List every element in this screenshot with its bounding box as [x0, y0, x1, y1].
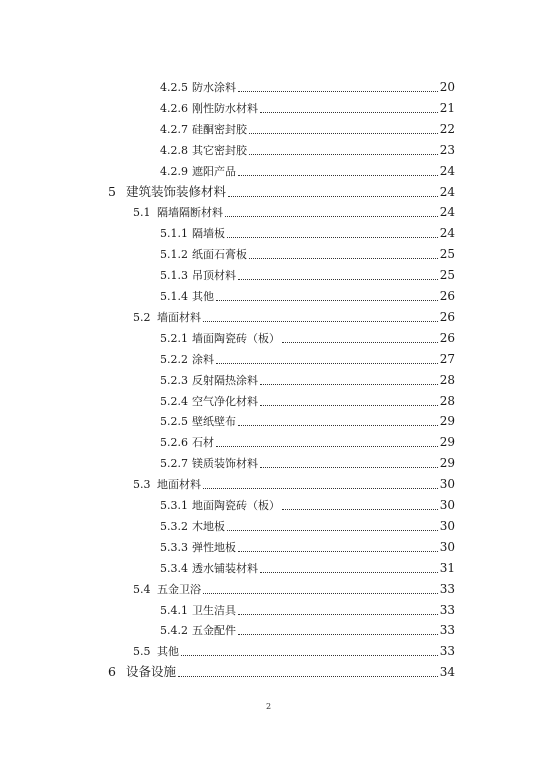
toc-entry-title: 其他	[157, 645, 179, 659]
toc-entry-number: 4.2.7	[160, 122, 188, 136]
toc-entry-page: 25	[439, 268, 455, 283]
dot-leader	[203, 593, 438, 594]
toc-entry[interactable]	[160, 372, 455, 388]
toc-entry-title: 其它密封胶	[192, 143, 247, 157]
toc-entry[interactable]	[160, 351, 455, 367]
toc-entry[interactable]	[160, 413, 455, 429]
toc-entry[interactable]	[160, 142, 455, 158]
toc-entry-title: 石材	[192, 436, 214, 450]
toc-entry-number: 5.2.7	[160, 457, 188, 471]
toc-entry-title: 五金配件	[192, 624, 236, 638]
toc-entry-number: 5.5	[133, 645, 151, 659]
toc-entry-title: 弹性地板	[192, 540, 236, 554]
toc-entry[interactable]	[160, 163, 455, 179]
toc-entry-title: 设备设施	[126, 664, 177, 680]
toc-entry-title: 透水铺装材料	[192, 561, 258, 575]
toc-entry[interactable]	[160, 79, 455, 95]
toc-entry-number: 5.2.3	[160, 373, 188, 387]
toc-entry-title: 五金卫浴	[157, 582, 201, 596]
toc-entry[interactable]	[160, 539, 455, 555]
toc-entry-title: 隔墙隔断材料	[157, 206, 223, 220]
toc-entry-title: 墙面陶瓷砖（板）	[192, 331, 280, 345]
dot-leader	[227, 237, 438, 238]
toc-entry-page: 29	[439, 414, 455, 429]
toc-entry-title: 反射隔热涂料	[192, 373, 258, 387]
toc-entry-number: 5.2.2	[160, 352, 188, 366]
toc-entry-number: 5.4	[133, 582, 151, 596]
toc-entry[interactable]	[160, 434, 455, 450]
toc-entry[interactable]	[160, 288, 455, 304]
toc-entry[interactable]	[160, 267, 455, 283]
dot-leader	[238, 551, 438, 552]
toc-entry[interactable]	[160, 602, 455, 618]
toc-entry[interactable]	[108, 184, 455, 200]
toc-entry[interactable]	[108, 664, 455, 680]
toc-entry[interactable]	[160, 518, 455, 534]
toc-entry-page: 21	[439, 100, 455, 115]
toc-entry[interactable]	[160, 455, 455, 471]
toc-entry-page: 20	[439, 80, 455, 94]
toc-entry-number: 5.2.4	[160, 394, 188, 408]
toc-entry-page: 26	[439, 289, 455, 303]
toc-entry-number: 5.1.3	[160, 269, 188, 283]
toc-entry-title: 卫生洁具	[192, 603, 236, 617]
toc-entry-title: 镁质装饰材料	[192, 457, 258, 471]
toc-entry[interactable]	[160, 560, 455, 576]
page-number: 2	[265, 702, 272, 711]
dot-leader	[225, 216, 438, 217]
toc-entry-title: 硅酮密封胶	[192, 122, 247, 136]
dot-leader	[181, 655, 438, 656]
toc-entry-title: 建筑装饰装修材料	[126, 183, 227, 199]
toc-entry-number: 5.3.3	[160, 540, 188, 554]
toc-entry-page: 25	[439, 247, 455, 262]
toc-entry-title: 地面陶瓷砖（板）	[192, 499, 280, 512]
toc-entry-page: 33	[439, 581, 455, 596]
toc-entry-page: 30	[439, 539, 455, 554]
toc-entry-title: 壁纸壁布	[192, 415, 236, 429]
toc-entry-page: 33	[439, 602, 455, 617]
toc-entry-title: 木地板	[192, 519, 225, 533]
toc-entry-number: 5.3.1	[160, 499, 188, 512]
toc-entry-page: 34	[439, 665, 455, 680]
toc-entry-page: 29	[439, 435, 455, 450]
dot-leader	[238, 634, 438, 635]
toc-entry-number: 5.4.1	[160, 603, 188, 617]
toc-entry-title: 防水涂料	[192, 81, 236, 94]
dot-leader	[249, 258, 438, 259]
dot-leader	[216, 363, 438, 364]
toc-entry-page: 24	[439, 163, 455, 178]
toc-entry-title: 地面材料	[157, 478, 201, 492]
toc-entry-title: 刚性防水材料	[192, 101, 258, 115]
toc-entry[interactable]	[133, 643, 455, 659]
toc-entry[interactable]	[133, 581, 455, 597]
toc-entry-page: 30	[439, 518, 455, 533]
dot-leader	[282, 509, 438, 510]
toc-entry-number: 5.2.5	[160, 415, 188, 429]
toc-entry-page: 31	[439, 560, 455, 575]
toc-entry-title: 其他	[192, 290, 214, 303]
toc-entry-page: 23	[439, 142, 455, 157]
toc-entry[interactable]	[133, 204, 455, 220]
dot-leader	[203, 321, 438, 322]
dot-leader	[260, 112, 438, 113]
toc-entry-title: 空气净化材料	[192, 394, 258, 408]
toc-entry-number: 5.4.2	[160, 624, 188, 638]
toc-entry-title: 纸面石膏板	[192, 248, 247, 262]
dot-leader	[260, 572, 438, 573]
toc-entry-page: 29	[439, 456, 455, 471]
toc-entry-page: 27	[439, 351, 455, 366]
toc-entry[interactable]	[133, 476, 455, 492]
dot-leader	[238, 614, 438, 615]
toc-entry-number: 5.3.2	[160, 519, 188, 533]
toc-entry-number: 4.2.9	[160, 164, 188, 178]
toc-entry-number: 5.1.1	[160, 227, 188, 241]
toc-entry[interactable]	[160, 497, 455, 513]
toc-entry[interactable]	[133, 309, 455, 325]
toc-entry-title: 墙面材料	[157, 310, 201, 324]
toc-entry-number: 4.2.6	[160, 101, 188, 115]
dot-leader	[216, 446, 438, 447]
toc-entry-number: 5.2.6	[160, 436, 188, 450]
toc-entry[interactable]	[160, 330, 455, 346]
toc-entry-number: 5.1	[133, 206, 151, 220]
toc-entry-page: 30	[439, 498, 455, 512]
toc-entry-number: 5.1.2	[160, 248, 188, 262]
toc-entry-page: 26	[439, 309, 455, 324]
dot-leader	[260, 405, 438, 406]
toc-entry[interactable]	[160, 100, 455, 116]
toc-entry-page: 24	[439, 226, 455, 241]
toc-entry-title: 遮阳产品	[192, 164, 236, 178]
toc-entry-number: 5.3	[133, 478, 151, 492]
toc-entry-title: 隔墙板	[192, 227, 225, 241]
dot-leader	[249, 154, 438, 155]
dot-leader	[282, 342, 438, 343]
toc-entry-page: 24	[439, 184, 455, 199]
dot-leader	[260, 384, 438, 385]
dot-leader	[216, 300, 438, 301]
dot-leader	[260, 467, 438, 468]
toc-entry-number: 5.2.1	[160, 331, 188, 345]
toc-entry-title: 吊顶材料	[192, 269, 236, 283]
toc-entry-page: 33	[439, 644, 455, 659]
toc-entry-number: 5.3.4	[160, 561, 188, 575]
dot-leader	[227, 530, 438, 531]
toc-entry[interactable]	[160, 225, 455, 241]
toc-entry[interactable]	[160, 121, 455, 137]
dot-leader	[228, 196, 438, 197]
toc-entry[interactable]	[160, 393, 455, 409]
toc-entry-number: 5.1.4	[160, 290, 188, 303]
toc-entry-number: 6	[108, 664, 116, 680]
toc-entry-page: 28	[439, 393, 455, 408]
toc-entry-page: 26	[439, 330, 455, 345]
toc-entry-page: 30	[439, 477, 455, 492]
toc-entry-page: 22	[439, 121, 455, 136]
toc-entry-number: 5.2	[133, 310, 151, 324]
dot-leader	[238, 279, 438, 280]
toc-entry[interactable]	[160, 246, 455, 262]
toc-entry-page: 24	[439, 205, 455, 220]
dot-leader	[249, 133, 438, 134]
dot-leader	[238, 175, 438, 176]
toc-entry-number: 4.2.8	[160, 143, 188, 157]
dot-leader	[178, 676, 438, 677]
toc-entry-number: 5	[108, 183, 116, 199]
toc-entry-page: 28	[439, 372, 455, 387]
toc-entry[interactable]	[160, 622, 455, 638]
dot-leader	[203, 488, 438, 489]
toc-entry-page: 33	[439, 623, 455, 638]
toc-entry-title: 涂料	[192, 352, 214, 366]
toc-entry-number: 4.2.5	[160, 81, 188, 94]
dot-leader	[238, 425, 438, 426]
dot-leader	[238, 91, 438, 92]
